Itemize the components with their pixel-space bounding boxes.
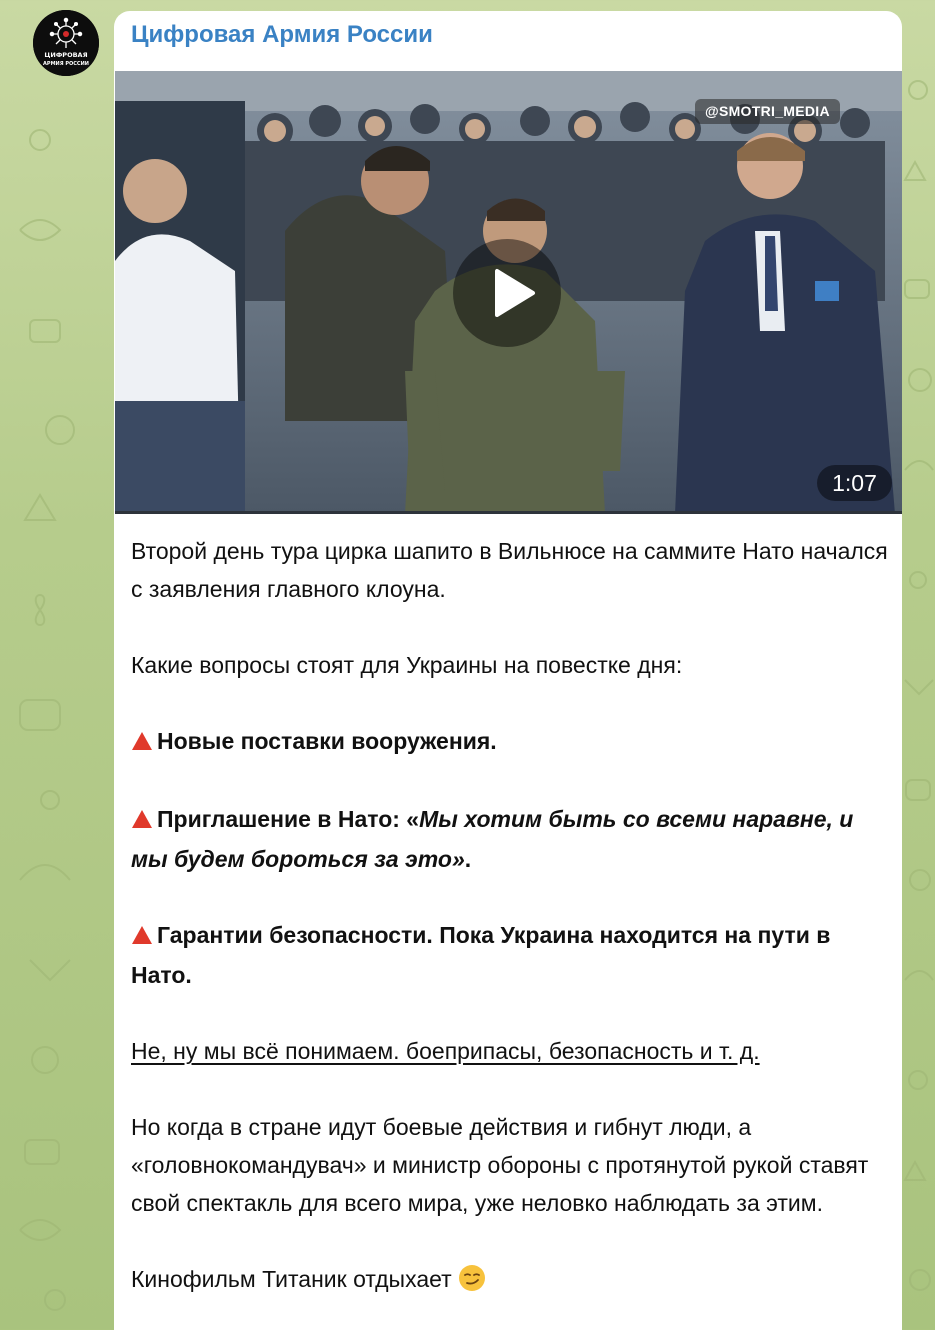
channel-name-link[interactable]: Цифровая Армия России [131, 21, 433, 48]
underlined-text: Не, ну мы всё понимаем. боеприпасы, безопасность и т. д. [131, 1038, 760, 1064]
red-triangle-icon [131, 918, 157, 956]
message-bubble [114, 11, 902, 1330]
play-button[interactable] [453, 239, 561, 347]
bullet-1-text: Новые поставки вооружения. [157, 728, 497, 754]
post-underlined-paragraph [131, 1032, 891, 1070]
video-watermark: @SMOTRI_MEDIA [695, 99, 840, 124]
red-triangle-icon [131, 802, 157, 840]
post-bullet-3 [131, 916, 891, 994]
post-text [131, 532, 891, 1303]
video-player[interactable] [115, 71, 902, 514]
smirk-emoji-icon [458, 1264, 486, 1303]
video-duration: 1:07 [817, 465, 892, 501]
avatar-line-1: ЦИФРОВАЯ [44, 51, 88, 59]
post-bullet-2 [131, 800, 891, 878]
avatar-line-2: АРМИЯ РОССИИ [43, 61, 89, 67]
post-bullet-1 [131, 722, 891, 762]
bullet-3-text: Гарантии безопасности. Пока Украина находится на пути в Нато. [131, 922, 831, 988]
closing-text: Кинофильм Титаник отдыхает [131, 1266, 452, 1292]
bullet-2-end: . [464, 846, 472, 872]
post-paragraph-5: Но когда в стране идут боевые действия и гибнут люди, а «головнокомандувач» и министр обороны с протянутой рукой ставят свой спектакль для всего мира, уже неловко наблюдать за этим. [131, 1114, 869, 1216]
play-icon [453, 239, 561, 347]
channel-logo-icon [33, 10, 99, 76]
bullet-2-lead: Приглашение в Нато: « [157, 806, 420, 832]
post-paragraph-6 [131, 1260, 891, 1303]
post-paragraph-1: Второй день тура цирка шапито в Вильнюсе на саммите Нато начался с заявления главного клоуна. [131, 538, 888, 602]
bullet-2-quote: Мы хотим быть со всеми наравне, и мы будем бороться за это» [131, 806, 854, 872]
post-paragraph-2: Какие вопросы стоят для Украины на повестке дня: [131, 652, 683, 678]
red-triangle-icon [131, 724, 157, 762]
channel-avatar[interactable] [33, 10, 99, 76]
